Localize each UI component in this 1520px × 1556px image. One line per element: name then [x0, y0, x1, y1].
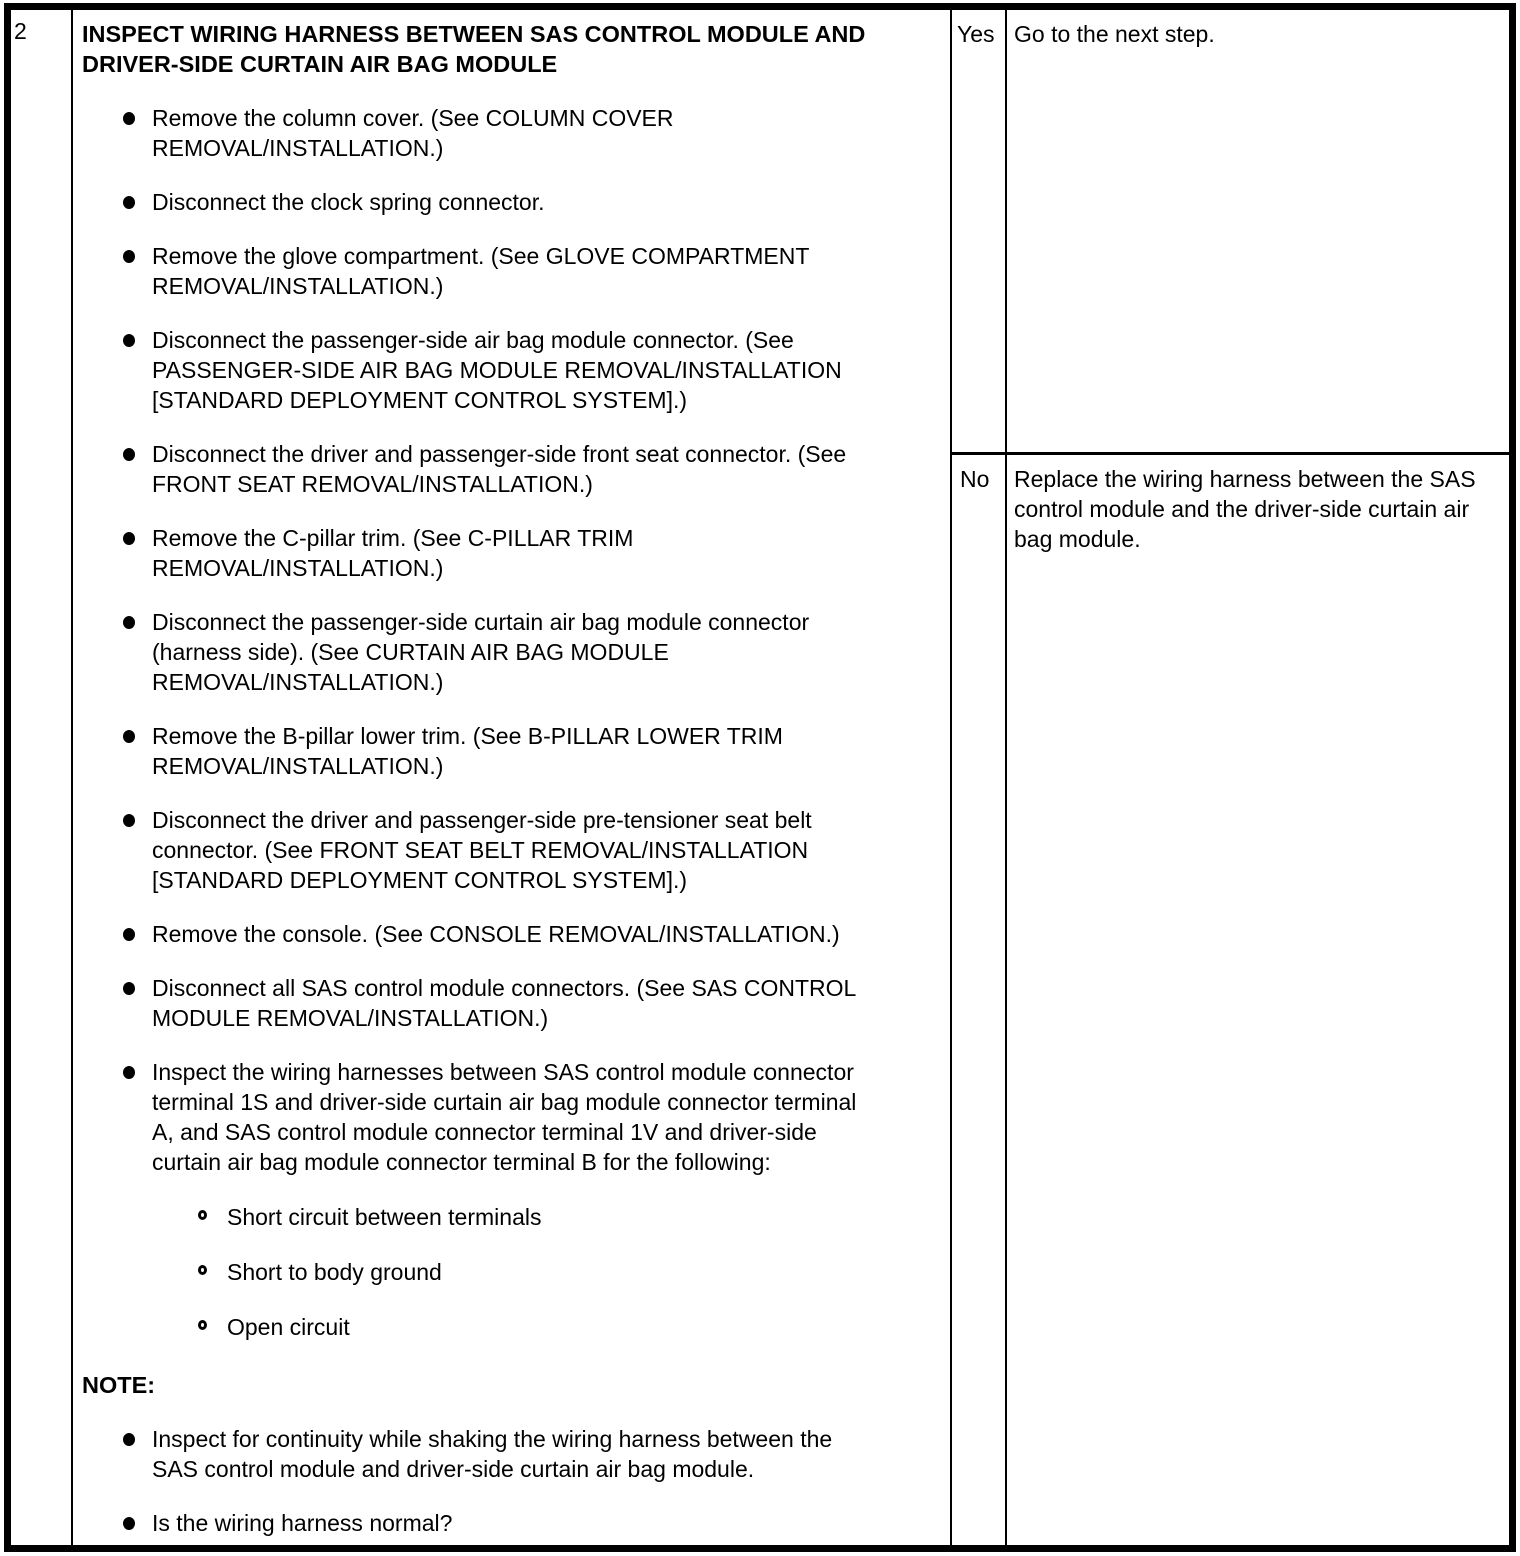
inspection-cell	[73, 10, 952, 1545]
procedure-item	[82, 241, 877, 301]
note-label: NOTE:	[82, 1372, 156, 1398]
note-item	[82, 1508, 877, 1538]
action-cell-yes	[1007, 10, 1509, 452]
inspection-sub-item	[82, 1257, 877, 1287]
bullet-icon	[123, 532, 135, 545]
inspection-title: INSPECT WIRING HARNESS BETWEEN SAS CONTROL MODULE AND DRIVER-SIDE CURTAIN AIR BAG MODULE	[82, 21, 866, 77]
circle-bullet-icon	[198, 1210, 207, 1220]
procedure-item-text: Disconnect the passenger-side curtain air bag module connector (harness side). (See CURTAIN AIR BAG MODULE REMOVAL/INSTALLATION.)	[152, 609, 810, 695]
note-bullet-list	[82, 1424, 942, 1538]
inspection-sub-item	[82, 1312, 877, 1342]
procedure-item-text: Remove the glove compartment. (See GLOVE COMPARTMENT REMOVAL/INSTALLATION.)	[152, 243, 810, 299]
procedure-item-text: Disconnect the passenger-side air bag module connector. (See PASSENGER-SIDE AIR BAG MODULE REMOVAL/INSTALLATION [STANDARD DEPLOYMENT CONTROL SYSTEM].)	[152, 327, 842, 413]
procedure-item	[82, 1057, 877, 1177]
step-number-cell	[11, 10, 73, 1545]
diagnostic-troubleshooting-table	[4, 3, 1516, 1552]
inspection-sub-item-text: Open circuit	[227, 1314, 350, 1340]
answer-cell-yes	[952, 10, 1007, 452]
bullet-icon	[123, 334, 135, 347]
procedure-item-text: Remove the B-pillar lower trim. (See B-PILLAR LOWER TRIM REMOVAL/INSTALLATION.)	[152, 723, 783, 779]
procedure-item	[82, 607, 877, 697]
procedure-item	[82, 187, 877, 217]
inspection-sub-item-text: Short circuit between terminals	[227, 1204, 542, 1230]
note-item-text: Is the wiring harness normal?	[152, 1510, 453, 1536]
procedure-item	[82, 721, 877, 781]
procedure-item-text: Disconnect the driver and passenger-side front seat connector. (See FRONT SEAT REMOVAL/INSTALLATION.)	[152, 441, 847, 497]
bullet-icon	[123, 982, 135, 995]
procedure-item	[82, 523, 877, 583]
procedure-item-text: Disconnect the clock spring connector.	[152, 189, 545, 215]
procedure-item-text: Remove the C-pillar trim. (See C-PILLAR TRIM REMOVAL/INSTALLATION.)	[152, 525, 634, 581]
procedure-item	[82, 919, 877, 949]
bullet-icon	[123, 814, 135, 827]
bullet-icon	[123, 1066, 135, 1079]
inspection-sub-item-text: Short to body ground	[227, 1259, 442, 1285]
results-section	[952, 10, 1509, 1545]
procedure-item	[82, 103, 877, 163]
procedure-item	[82, 439, 877, 499]
bullet-icon	[123, 1517, 135, 1530]
bullet-icon	[123, 112, 135, 125]
bullet-icon	[123, 730, 135, 743]
procedure-item-text: Disconnect the driver and passenger-side pre-tensioner seat belt connector. (See FRONT SEAT BELT REMOVAL/INSTALLATION [STANDARD DEPLOYMENT CONTROL SYSTEM].)	[152, 807, 812, 893]
bullet-icon	[123, 1433, 135, 1446]
procedure-item	[82, 325, 877, 415]
inspection-sub-list	[82, 1202, 942, 1342]
procedure-bullet-list	[82, 103, 942, 1177]
action-no-text: Replace the wiring harness between the SAS control module and the driver-side curtain air bag module.	[1014, 466, 1476, 552]
result-row-yes	[952, 10, 1509, 455]
procedure-item-text: Remove the console. (See CONSOLE REMOVAL/INSTALLATION.)	[152, 921, 840, 947]
action-yes-text: Go to the next step.	[1014, 21, 1215, 47]
procedure-item-text: Inspect the wiring harnesses between SAS control module connector terminal 1S and driver-side curtain air bag module connector terminal A, and SAS control module connector terminal 1V and driver-side curtain air bag module connector terminal B for the following:	[152, 1059, 857, 1175]
bullet-icon	[123, 448, 135, 461]
result-row-no	[952, 455, 1509, 1545]
bullet-icon	[123, 196, 135, 209]
note-item	[82, 1424, 877, 1484]
bullet-icon	[123, 616, 135, 629]
answer-no-label: No	[960, 466, 990, 492]
procedure-item	[82, 805, 877, 895]
answer-yes-label: Yes	[957, 21, 995, 47]
circle-bullet-icon	[198, 1265, 207, 1275]
bullet-icon	[123, 928, 135, 941]
procedure-item-text: Remove the column cover. (See COLUMN COVER REMOVAL/INSTALLATION.)	[152, 105, 674, 161]
inspection-sub-item	[82, 1202, 877, 1232]
procedure-item-text: Disconnect all SAS control module connectors. (See SAS CONTROL MODULE REMOVAL/INSTALLATION.)	[152, 975, 856, 1031]
answer-cell-no	[952, 455, 1007, 1545]
circle-bullet-icon	[198, 1320, 207, 1330]
note-item-text: Inspect for continuity while shaking the wiring harness between the SAS control module and driver-side curtain air bag module.	[152, 1426, 833, 1482]
step-number: 2	[14, 18, 27, 44]
bullet-icon	[123, 250, 135, 263]
action-cell-no	[1007, 455, 1509, 1545]
procedure-item	[82, 973, 877, 1033]
